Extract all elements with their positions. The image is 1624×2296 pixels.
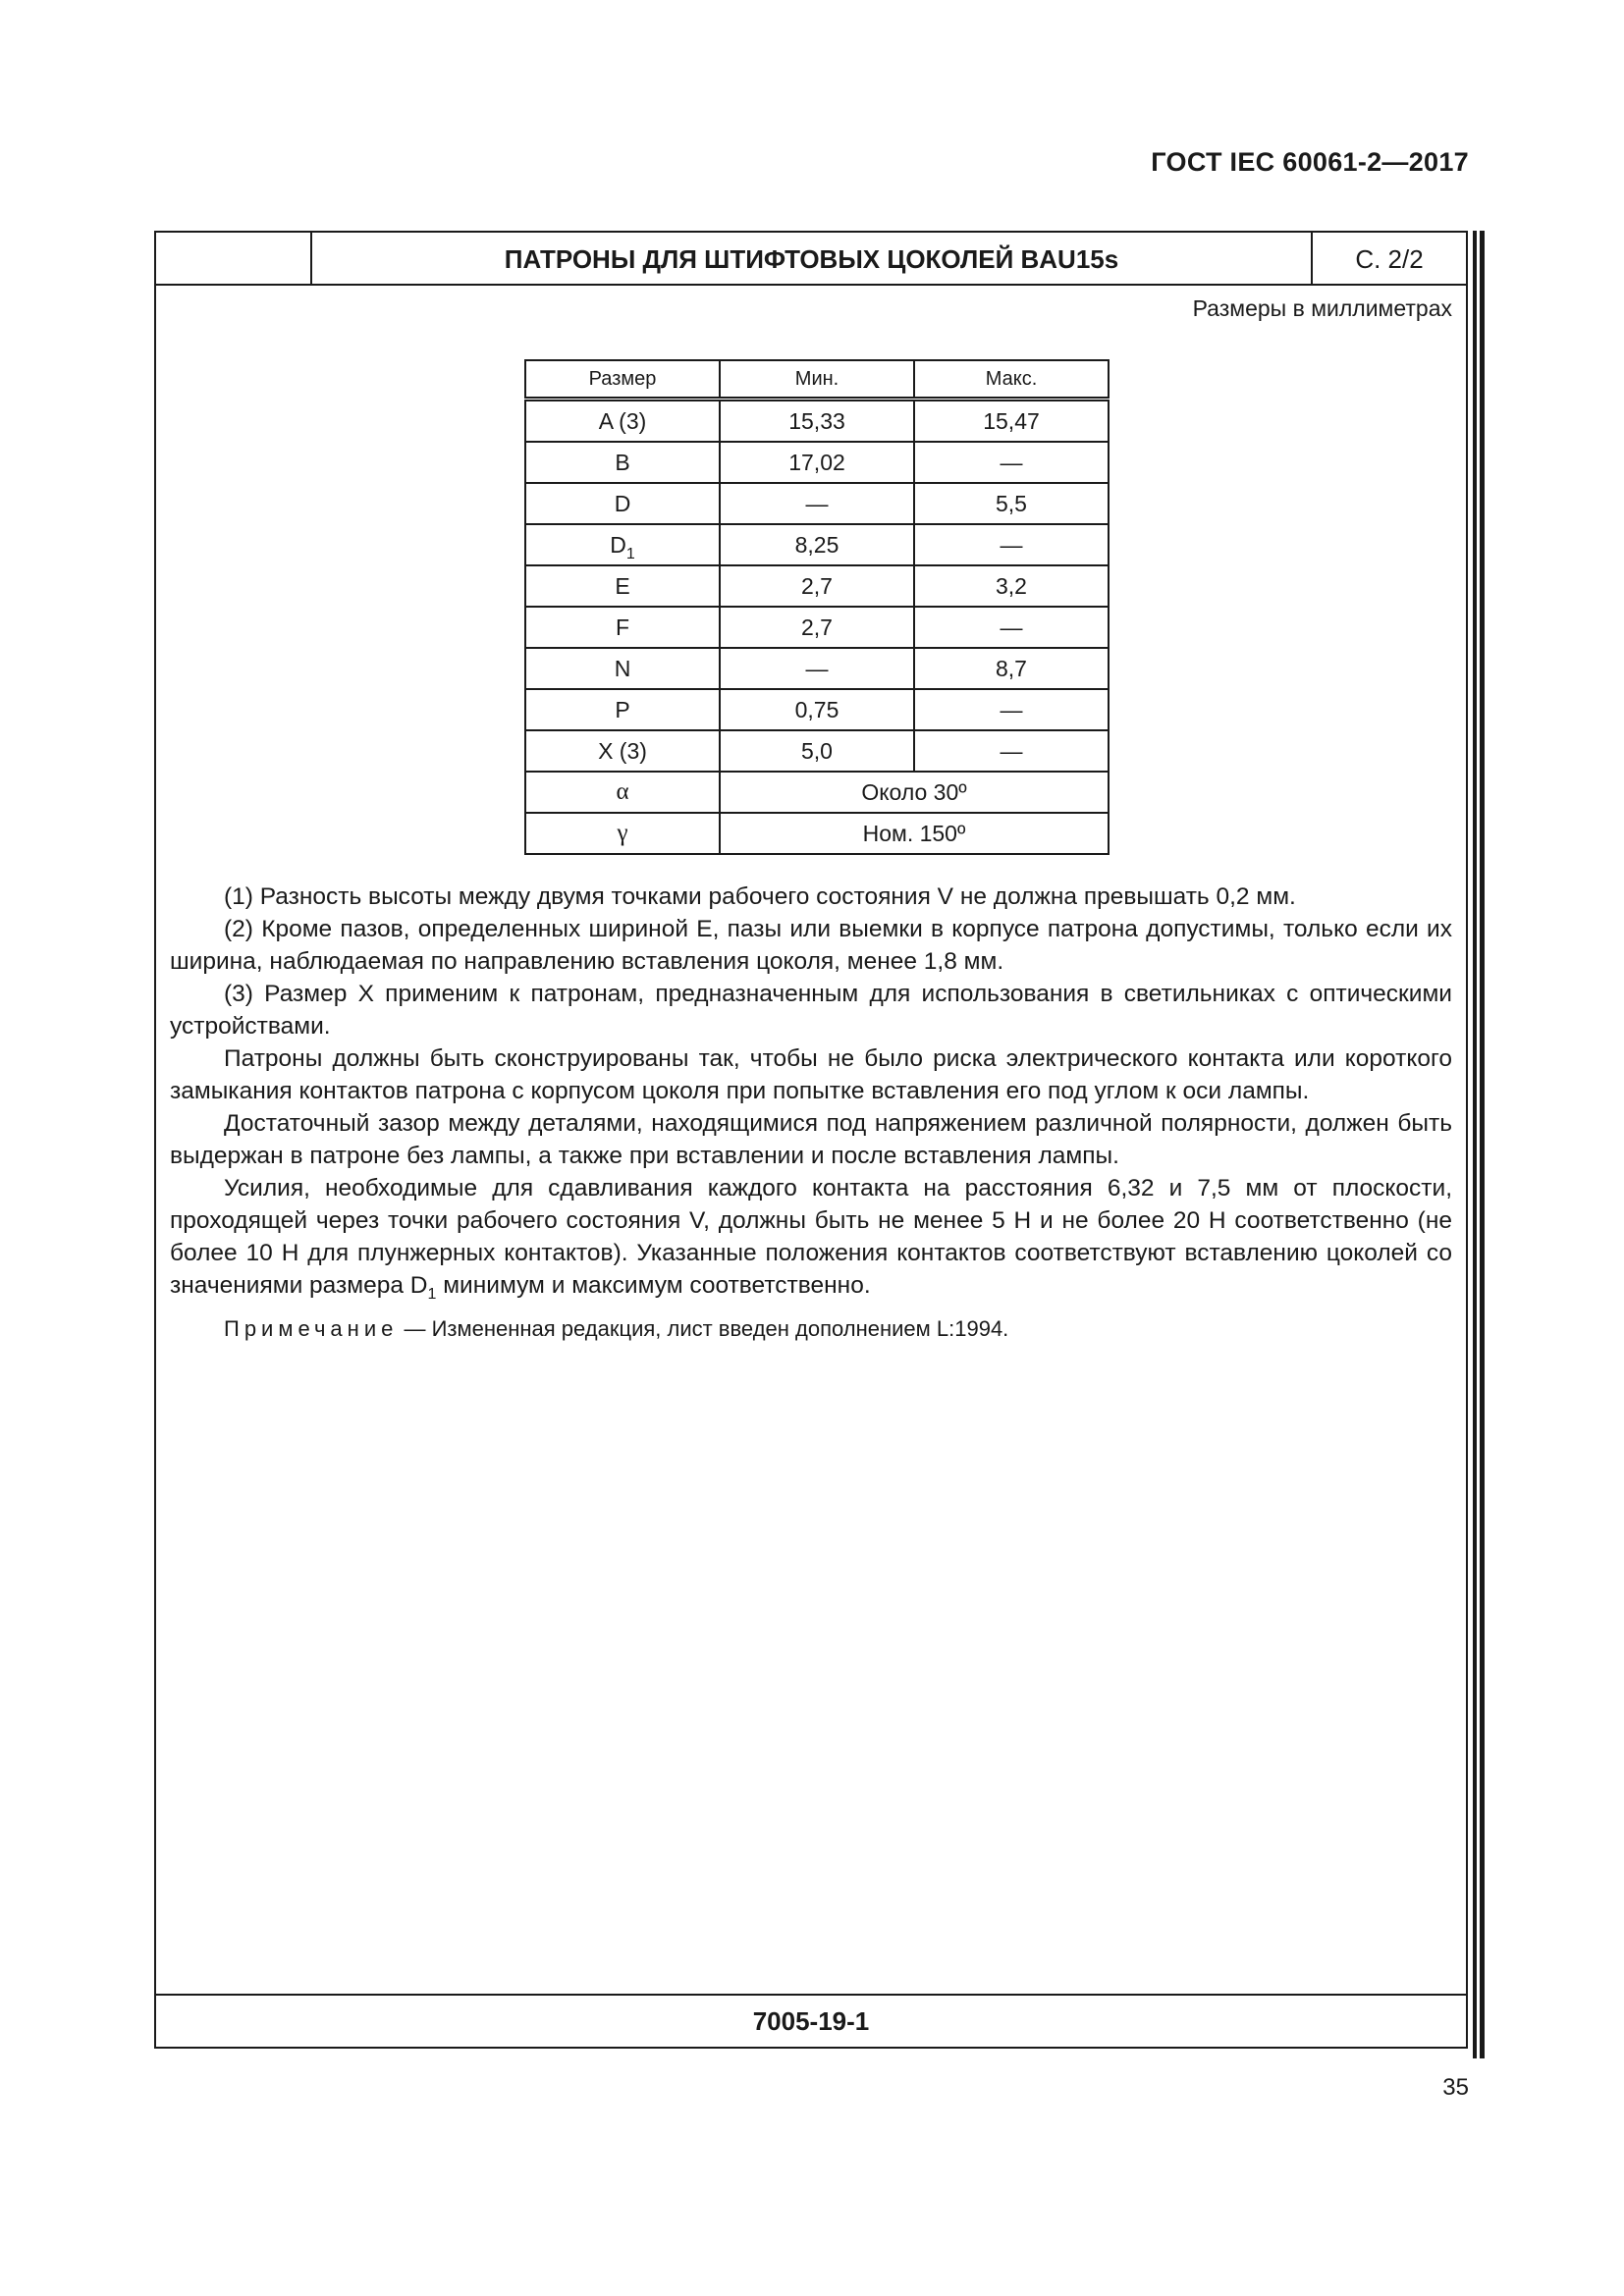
cell-size: X (3) xyxy=(525,730,720,772)
cell-max: 15,47 xyxy=(914,400,1109,443)
cell-size: P xyxy=(525,689,720,730)
table-row xyxy=(525,565,1109,607)
title-block-empty-cell xyxy=(156,233,312,284)
cell-merged-value: Около 30º xyxy=(720,772,1109,813)
cell-size: F xyxy=(525,607,720,648)
paragraph-text: минимум и максимум соответственно. xyxy=(436,1272,871,1299)
dimensions-table xyxy=(524,359,1110,855)
column-header-min: Мин. xyxy=(720,360,914,400)
frame-edge-line xyxy=(1473,231,1477,2058)
table-row xyxy=(525,400,1109,443)
body-text xyxy=(170,881,1452,1345)
sheet-footer-code: 7005-19-1 xyxy=(156,1994,1466,2047)
note-label: Примечание xyxy=(224,1316,399,1341)
table-row xyxy=(525,648,1109,689)
cell-size: N xyxy=(525,648,720,689)
cell-min: — xyxy=(720,483,914,524)
cell-max: — xyxy=(914,689,1109,730)
paragraph-text: Усилия, необходимые для сдавливания каждого контакта на расстояния 6,32 и 7,5 мм от плоскости, проходящей через точки рабочего состояния V, должны быть не менее 5 Н и не более 20 Н соответственно (не более 10 Н для плунжерных контактов). Указанные положения контактов соответствуют вставлению цоколей со значениями размера D xyxy=(170,1175,1452,1299)
cell-max: 5,5 xyxy=(914,483,1109,524)
paragraph-contact-risk: Патроны должны быть сконструированы так, чтобы не было риска электрического контакта или короткого замыкания контактов патрона с корпусом цоколя при попытке вставления его под углом к оси лампы. xyxy=(170,1045,1452,1104)
sheet-title: ПАТРОНЫ ДЛЯ ШТИФТОВЫХ ЦОКОЛЕЙ BAU15s xyxy=(504,244,1119,274)
cell-max: — xyxy=(914,730,1109,772)
cell-max: — xyxy=(914,524,1109,565)
table-row xyxy=(525,772,1109,813)
cell-max: — xyxy=(914,607,1109,648)
paragraph-contact-forces xyxy=(170,1172,1452,1305)
standard-sheet-frame xyxy=(154,231,1468,2049)
table-row xyxy=(525,442,1109,483)
cell-size: γ xyxy=(525,813,720,854)
cell-min: — xyxy=(720,648,914,689)
column-header-size: Размер xyxy=(525,360,720,400)
sheet-number: С. 2/2 xyxy=(1311,233,1466,284)
table-row xyxy=(525,689,1109,730)
table-row xyxy=(525,730,1109,772)
cell-min: 8,25 xyxy=(720,524,914,565)
title-block xyxy=(156,233,1466,286)
cell-merged-value: Ном. 150º xyxy=(720,813,1109,854)
cell-min: 5,0 xyxy=(720,730,914,772)
footnote-1: (1) Разность высоты между двумя точками рабочего состояния V не должна превышать 0,2 мм. xyxy=(224,883,1296,910)
table-row xyxy=(525,813,1109,854)
document-code: ГОСТ IEC 60061-2—2017 xyxy=(1151,147,1469,177)
cell-size: A (3) xyxy=(525,400,720,443)
column-header-max: Макс. xyxy=(914,360,1109,400)
cell-size xyxy=(525,524,720,565)
cell-max: — xyxy=(914,442,1109,483)
table-row xyxy=(525,524,1109,565)
footnote-2: (2) Кроме пазов, определенных шириной E, пазы или выемки в корпусе патрона допустимы, только если их ширина, наблюдаемая по направлению вставления цоколя, менее 1,8 мм. xyxy=(170,916,1452,975)
size-subscript: 1 xyxy=(427,1286,437,1303)
size-symbol: D xyxy=(610,531,626,558)
table-header-row xyxy=(525,360,1109,400)
footnote-3: (3) Размер X применим к патронам, предназначенным для использования в светильниках с оптическими устройствами. xyxy=(170,981,1452,1040)
note-dash: — xyxy=(398,1316,432,1341)
table-row xyxy=(525,483,1109,524)
frame-edge-line xyxy=(1480,231,1485,2058)
cell-size: E xyxy=(525,565,720,607)
note-text: Измененная редакция, лист введен дополнением L:1994. xyxy=(431,1316,1009,1341)
cell-min: 0,75 xyxy=(720,689,914,730)
note xyxy=(170,1312,1452,1345)
cell-min: 17,02 xyxy=(720,442,914,483)
cell-max: 3,2 xyxy=(914,565,1109,607)
cell-min: 2,7 xyxy=(720,607,914,648)
cell-size: D xyxy=(525,483,720,524)
cell-min: 2,7 xyxy=(720,565,914,607)
cell-min: 15,33 xyxy=(720,400,914,443)
table-row xyxy=(525,607,1109,648)
cell-max: 8,7 xyxy=(914,648,1109,689)
units-note: Размеры в миллиметрах xyxy=(1192,295,1452,321)
page-number: 35 xyxy=(1442,2074,1469,2101)
cell-size: α xyxy=(525,772,720,813)
paragraph-clearance: Достаточный зазор между деталями, находящимися под напряжением различной полярности, должен быть выдержан в патроне без лампы, а также при вставлении и после вставления лампы. xyxy=(170,1110,1452,1169)
cell-size: B xyxy=(525,442,720,483)
size-subscript: 1 xyxy=(625,545,635,562)
